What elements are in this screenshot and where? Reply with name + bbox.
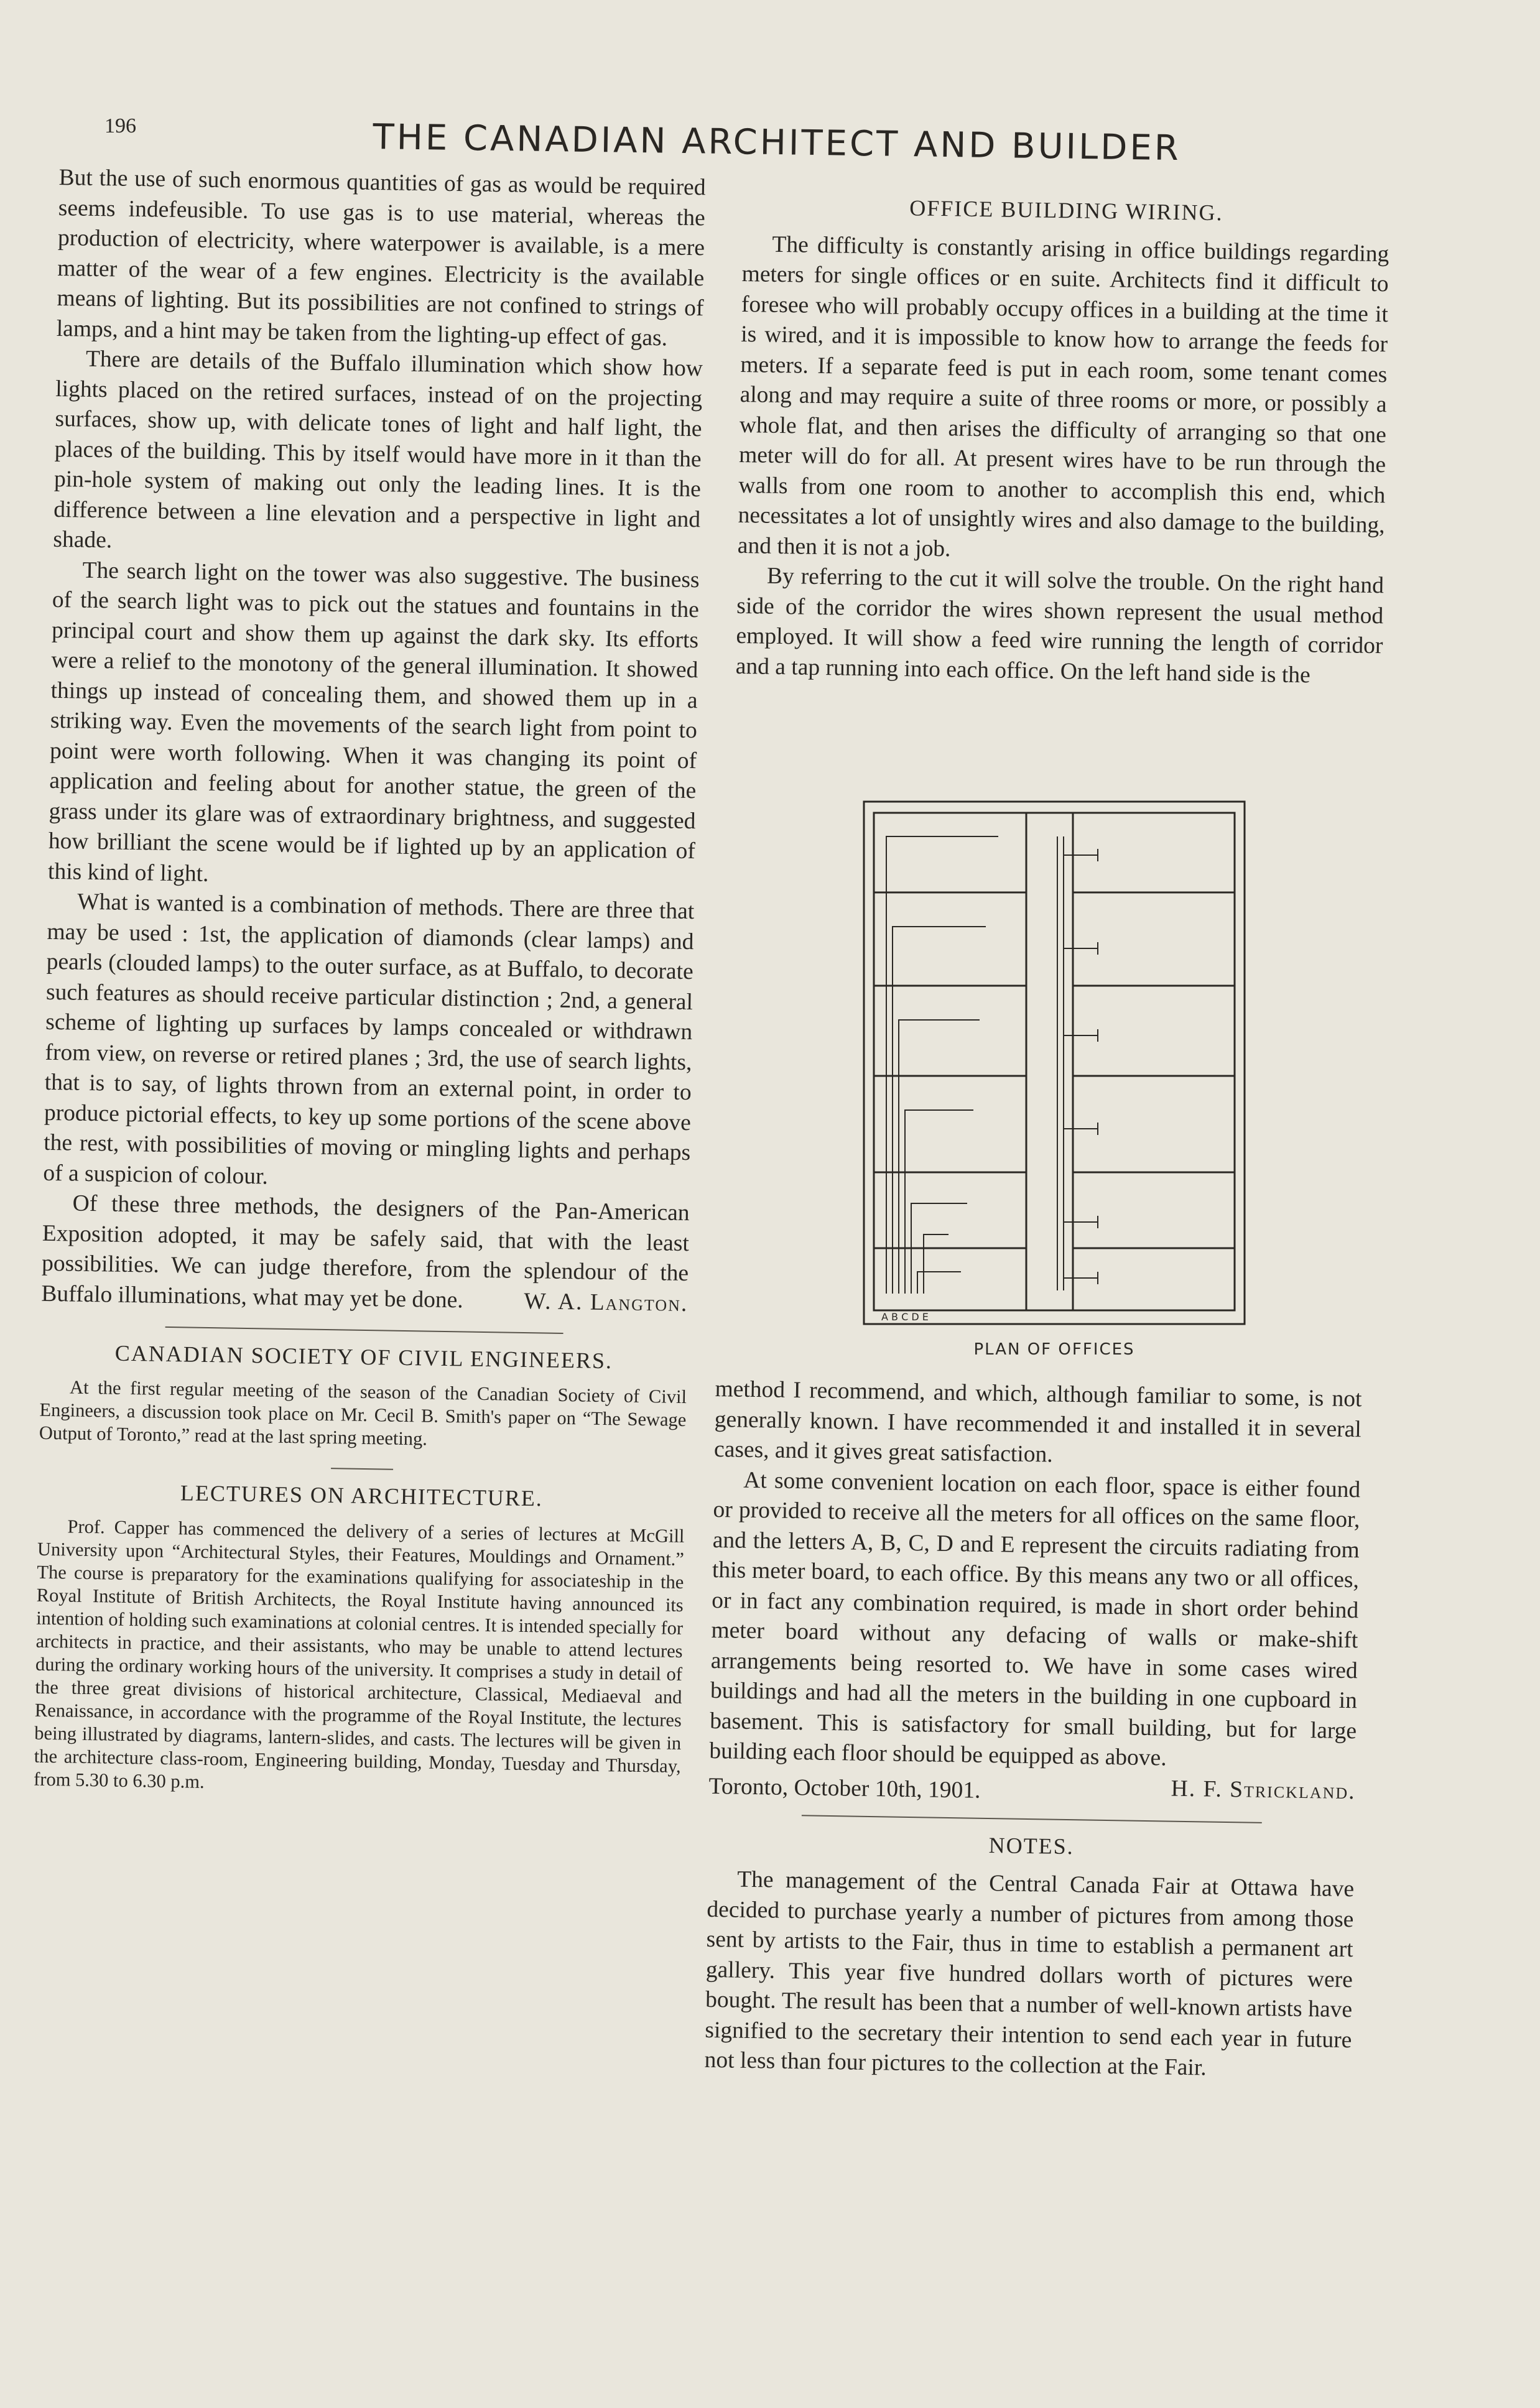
divider: [802, 1815, 1262, 1823]
diagram-outer-border: [864, 802, 1245, 1324]
figure-caption: PLAN OF OFFICES: [973, 1340, 1135, 1359]
left-column: [34, 163, 706, 1801]
divider: [331, 1468, 393, 1470]
article-paragraph: method I recommend, and which, although familiar to some, is not generally known. I have recommended it and installed it in several cases, and it gives great satisfaction.: [713, 1376, 1362, 1468]
page-number: 196: [104, 114, 136, 137]
dateline: Toronto, October 10th, 1901.: [708, 1773, 981, 1804]
article-paragraph: There are details of the Buffalo illumination which show how lights placed on the retired surfaces, instead of on the projecting surfaces, show up, with delicate tones of light and half light, the places of the building. This by itself would have more in it than the pin-hole system of making out only the leading lines. It is the difference between a line elevation and a perspective in light and shade.: [53, 346, 703, 553]
masthead-title: THE CANADIAN ARCHITECT AND BUILDER: [373, 117, 1182, 169]
article-paragraph: By referring to the cut it will solve the trouble. On the right hand side of the corridor the wires shown represent the usual method employed. It will show a feed wire running the length of corridor and a tap running into each office. On the left hand side is the: [735, 563, 1385, 688]
article-paragraph: The search light on the tower was also suggestive. The business of the search light was to pick out the statues and fountains in the principal court and show them up against the dark sky. Its efforts were a relief to the monotony of the general illumination. It showed things up instead of concealing them, and showed them up in a striking way. Even the movements of the search light from point to point were worth following. When it was changing its point of application and feeling about for another statue, the green of the grass under its glare was of extraordinary brightness, and suggested how brilliant the scene would be if lighted up by an application of this kind of light.: [47, 557, 700, 887]
divider: [165, 1326, 564, 1333]
right-column-bottom: [704, 1374, 1362, 2086]
heading-office-wiring: OFFICE BUILDING WIRING.: [909, 195, 1223, 226]
article-paragraph: The difficulty is constantly arising in office buildings regarding meters for single offices or en suite. Architects find it difficult to foresee who will probably occupy offices in a building at the time it is wired, and it is impossible to know how to arrange the feeds for meters. If a separate feed is put in each room, some tenant comes along and may require a suite of three rooms or more, or possibly a whole flat, and then arises the difficulty of arranging so that one meter will do for all. At present wires have to be run through the walls from one room to another to accomplish this end, which necessitates a lot of unsightly wires and also damage to the building, and then it is not a job.: [737, 231, 1389, 562]
circuit-letters: A B C D E: [881, 1311, 929, 1323]
lectures-paragraph: Prof. Capper has commenced the delivery of a series of lectures at McGill University upon “Architectural Styles, their Features, Mouldings and Ornament.” The course is preparatory for the examinations qualifying for associateship in the Royal Institute of British Architects, the Royal Institute having announced its intention of holding such examinations at colonial centres. It is intended specially for architects in practice, and their assistants, who may be unable to attend lectures during the ordinary working hours of the university. It comprises a study in detail of the three great divisions of historical architecture, Classical, Mediaeval and Renaissance, in accordance with the programme of the Royal Institute, the lectures being illustrated by diagrams, lantern-slides, and casts. The lectures will be given in the architecture class-room, Engineering building, Monday, Tuesday and Thursday, from 5.30 to 6.30 p.m.: [33, 1515, 685, 1792]
article-paragraph: What is wanted is a combination of methods. There are three that may be used : 1st, the application of diamonds (clear lamps) and pearls (clouded lamps) to the outer surface, as at Buffalo, to decorate such features as should receive particular distinction ; 2nd, a general scheme of lighting up surfaces by lamps concealed or withdrawn from view, on reverse or retired planes ; 3rd, the use of search lights, that is to say, of lights thrown from an external point, in order to produce pictorial effects, to key up some portions of the scene above the rest, with possibilities of moving or mingling lights and perhaps of a suspicion of colour.: [43, 889, 695, 1189]
heading-lectures: LECTURES ON ARCHITECTURE.: [180, 1480, 544, 1511]
signature-strickland: H. F. Strickland.: [1171, 1776, 1356, 1804]
heading-notes: NOTES.: [988, 1832, 1074, 1859]
plan-of-offices-diagram: [861, 799, 1247, 1359]
civil-engineers-paragraph: At the first regular meeting of the season of the Canadian Society of Civil Engineers, a discussion took place on Mr. Cecil B. Smith's paper on “The Sewage Output of Toronto,” read at the last spring meeting.: [39, 1376, 687, 1450]
notes-paragraph: The management of the Central Canada Fair at Ottawa have decided to purchase yearly a number of pictures from among those sent by artists to the Fair, thus in time to establish a permanent art gallery. This year five hundred dollars worth of pictures were bought. The result has been that a number of well-known artists have signified to the secretary their intention to send each year in future not less than four pictures to the collection at the Fair.: [704, 1866, 1355, 2081]
article-paragraph: At some convenient location on each floor, space is either found or provided to receive all the meters for all offices on the same floor, and the letters A, B, C, D and E represent the circuits radiating from this meter board, to each office. By this means any two or all offices, or in fact any combination required, is made in short order behind meter board without any defacing of walls or make-shift arrangements being resorted to. We have in some cases wired buildings and had all the meters in the building in one cupboard in basement. This is satisfactory for small building, but for large building each floor should be equipped as above.: [709, 1467, 1361, 1771]
diagram-inner-border: [874, 813, 1235, 1310]
article-paragraph: Of these three methods, the designers of the Pan-American Exposition adopted, it may be safely said, that with the least possibilities. We can judge therefore, from the splendour of the Buffalo illuminations, what may yet be done.: [41, 1190, 690, 1313]
article-paragraph: But the use of such enormous quantities of gas as would be required seems indefeusible. To use gas is to use material, whereas the production of electricity, where waterpower is available, is a mere matter of the wear of a few engines. Electricity is the available means of lighting. But its possibilities are not confined to strings of lamps, and a hint may be taken from the lighting-up effect of gas.: [56, 164, 706, 351]
signature-langton: W. A. Langton.: [523, 1288, 689, 1317]
heading-civil-engineers: CANADIAN SOCIETY OF CIVIL ENGINEERS.: [114, 1340, 613, 1373]
right-column-top: [735, 184, 1389, 692]
